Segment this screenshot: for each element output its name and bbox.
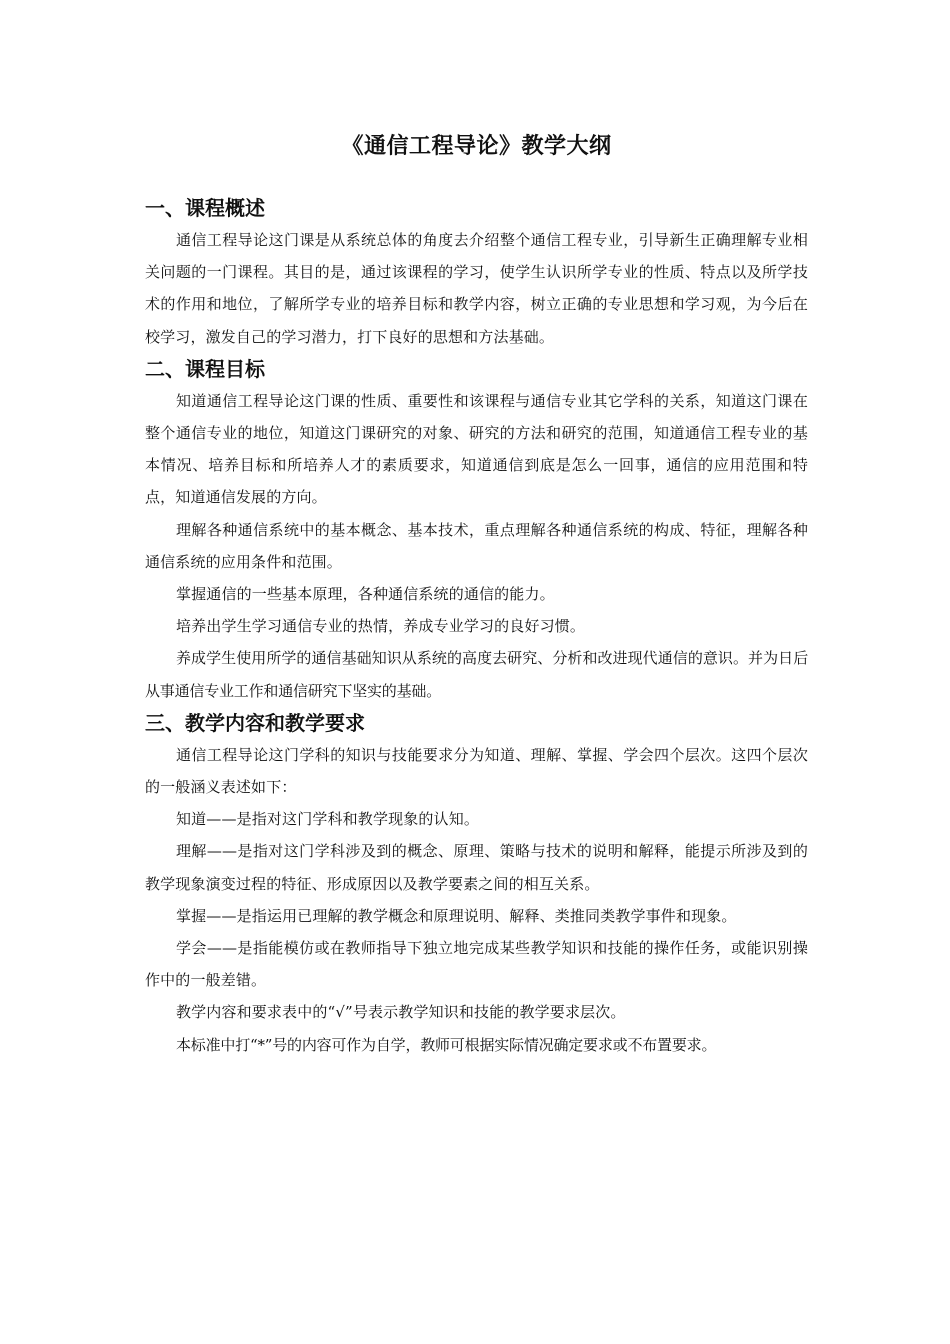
section-heading: 三、教学内容和教学要求 xyxy=(145,710,365,735)
paragraph: 通信工程导论这门课是从系统总体的角度去介绍整个通信工程专业，引导新生正确理解专业相关问题的一门课程。其目的是，通过该课程的学习，使学生认识所学专业的性质、特点以及所学技术的作用和地位，了解所学专业的培养目标和教学内容，树立正确的专业思想和学习观，为今后在校学习，激发自己的学习潜力，打下良好的思想和方法基础。 xyxy=(145,231,808,346)
paragraph: 培养出学生学习通信专业的热情，养成专业学习的良好习惯。 xyxy=(176,617,586,636)
section-heading: 二、课程目标 xyxy=(145,356,265,381)
paragraph: 知道——是指对这门学科和教学现象的认知。 xyxy=(176,810,480,829)
paragraph: 教学内容和要求表中的“√”号表示教学知识和技能的教学要求层次。 xyxy=(176,1003,626,1022)
paragraph: 知道通信工程导论这门课的性质、重要性和该课程与通信专业其它学科的关系，知道这门课在整个通信专业的地位，知道这门课研究的对象、研究的方法和研究的范围，知道通信工程专业的基本情况、培养目标和所培养人才的素质要求，知道通信到底是怎么一回事，通信的应用范围和特点，知道通信发展的方向。 xyxy=(145,391,808,507)
paragraph: 养成学生使用所学的通信基础知识从系统的高度去研究、分析和改进现代通信的意识。并为日后从事通信专业工作和通信研究下坚实的基础。 xyxy=(145,649,808,700)
document-title: 《通信工程导论》教学大纲 xyxy=(341,134,612,159)
section-course-overview xyxy=(145,192,808,353)
paragraph: 理解各种通信系统中的基本概念、基本技术，重点理解各种通信系统的构成、特征，理解各种通信系统的应用条件和范围。 xyxy=(145,520,808,571)
document-page xyxy=(145,126,808,1061)
paragraph: 掌握通信的一些基本原理，各种通信系统的通信的能力。 xyxy=(176,585,555,604)
section-course-goals xyxy=(145,353,808,707)
paragraph: 掌握——是指运用已理解的教学概念和原理说明、解释、类推同类教学事件和现象。 xyxy=(176,906,737,925)
paragraph: 本标准中打“*”号的内容可作为自学，教师可根据实际情况确定要求或不布置要求。 xyxy=(176,1035,717,1054)
section-teaching-content xyxy=(145,707,808,1061)
paragraph: 通信工程导论这门学科的知识与技能要求分为知道、理解、掌握、学会四个层次。这四个层次的一般涵义表述如下： xyxy=(145,745,808,797)
paragraph: 理解——是指对这门学科涉及到的概念、原理、策略与技术的说明和解释，能提示所涉及到的教学现象演变过程的特征、形成原因以及教学要素之间的相互关系。 xyxy=(145,842,808,893)
section-heading: 一、课程概述 xyxy=(145,196,265,220)
paragraph: 学会——是指能模仿或在教师指导下独立地完成某些教学知识和技能的操作任务，或能识别操作中的一般差错。 xyxy=(145,939,808,990)
